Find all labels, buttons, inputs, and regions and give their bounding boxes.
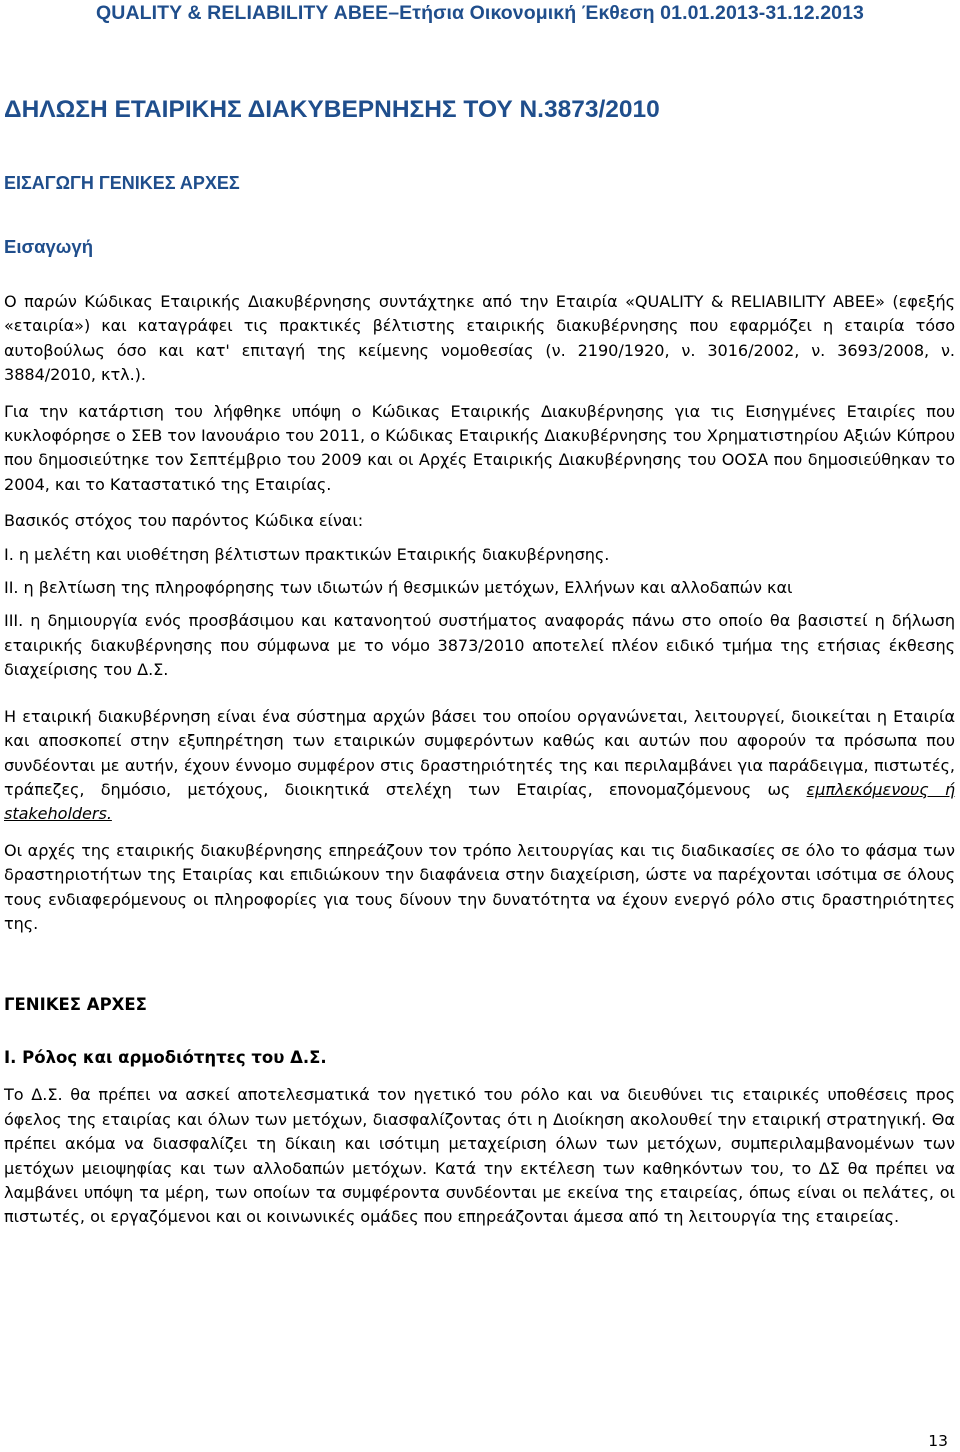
paragraph-definition-text: Η εταιρική διακυβέρνηση είναι ένα σύστημα αρχών βάσει του οποίου οργανώνεται, λειτουργεί, διοικείται η Εταιρία και αποσκοπεί στην εξυπηρέτηση των εταιρικών συμφερόντων καθώς και αυτών που αφορούν τα πρόσωπα που συνδέονται με αυτήν, έχουν έννομο συμφέρον στις δραστηριότητές της και περιλαμβάνει για παράδειγμα, πιστωτές, τράπεζες, δημόσιο, μετόχους, διοικητικά στελέχη των Εταιρίας, επονομαζόμενους ως [4, 706, 955, 799]
section-title: ΕΙΣΑΓΩΓΗ ΓΕΝΙΚΕΣ ΑΡΧΕΣ [4, 173, 240, 193]
paragraph-board-role: Το Δ.Σ. θα πρέπει να ασκεί αποτελεσματικά τον ηγετικό του ρόλο και να διευθύνει τις εταιρικές υποθέσεις προς όφελος της εταιρίας και όλων των μετόχων, διασφαλίζοντας ότι η Διοίκηση ακολουθεί την εταιρική στρατηγική. Θα πρέπει ακόμα να διασφαλίζει τη δίκαιη και ισότιμη μεταχείριση όλων των μετόχων, συμπεριλαμβανομένων των μετόχων μειοψηφίας και των αλλοδαπών μετόχων. Κατά την εκτέλεση των καθηκόντων του, το ΔΣ θα πρέπει να λαμβάνει υπόψη τα μέρη, των οποίων τα συμφέροντα συνδέονται με εκείνα της εταιρείας, όπως είναι οι πελάτες, οι πιστωτές, οι εργαζόμενοι και οι κοινωνικές ομάδες που επηρεάζονται άμεσα από τη λειτουργία της εταιρείας. [4, 1085, 955, 1227]
paragraph-intro: Ο παρών Κώδικας Εταιρικής Διακυβέρνησης συντάχτηκε από την Εταιρία «QUALITY & RELIABILITY ΑΒΕΕ» (εφεξής «εταιρία») και καταγράφει τις πρακτικές βέλτιστης εταιρικής διακυβέρνησης που εφαρμόζει η εταιρία τόσο αυτοβούλως όσο και κατ' επιταγή της κείμενης νομοθεσίας (ν. 2190/1920, ν. 3016/2002, ν. 3693/2008, ν. 3884/2010, κτλ.). [4, 292, 955, 385]
paragraph-goal: Βασικός στόχος του παρόντος Κώδικα είναι: [4, 511, 364, 531]
page-number: 13 [928, 1432, 948, 1450]
document-body [4, 92, 955, 1230]
main-title: ΔΗΛΩΣΗ ΕΤΑΙΡΙΚΗΣ ΔΙΑΚΥΒΕΡΝΗΣΗΣ ΤΟΥ Ν.3873/2010 [4, 96, 660, 123]
paragraph-sources: Για την κατάρτιση του λήφθηκε υπόψη ο Κώδικας Εταιρικής Διακυβέρνησης για τις Εισηγμένες Εταιρίες που κυκλοφόρησε ο ΣΕΒ τον Ιανουάριο του 2011, ο Κώδικας Εταιρικής Διακυβέρνησης του Χρηματιστηρίου Αξιών Κύπρου που δημοσιεύτηκε τον Σεπτέμβριο του 2009 και οι Αρχές Εταιρικής Διακυβέρνησης του ΟΟΣΑ που δημοσιεύθηκαν το 2004, και το Καταστατικό της Εταιρίας. [4, 401, 955, 494]
list-item-2: II. η βελτίωση της πληροφόρησης των ιδιωτών ή θεσμικών μετόχων, Ελλήνων και αλλοδαπών και [4, 578, 793, 598]
subsection-title: Εισαγωγή [4, 236, 94, 257]
paragraph-definition [4, 705, 955, 827]
role-heading: Ι. Ρόλος και αρμοδιότητες του Δ.Σ. [4, 1048, 327, 1068]
general-principles-heading: ΓΕΝΙΚΕΣ ΑΡΧΕΣ [4, 995, 147, 1015]
stakeholders-emphasis: εμπλεκόμενους ή stakeholders. [4, 779, 956, 824]
list-item-3: III. η δημιουργία ενός προσβάσιμου και κατανοητού συστήματος αναφοράς πάνω στο οποίο θα βασιστεί η δήλωση εταιρικής διακυβέρνησης που σύμφωνα με το νόμο 3873/2010 αποτελεί πλέον ειδικό τμήμα της ετήσιας έκθεσης διαχείρισης του Δ.Σ. [4, 611, 955, 680]
paragraph-principles: Οι αρχές της εταιρικής διακυβέρνησης επηρεάζουν τον τρόπο λειτουργίας και τις διαδικασίες σε όλο το φάσμα των δραστηριοτήτων της Εταιρίας και επιδιώκουν την διαφάνεια στην διαχείριση, ώστε να παρέχονται ισότιμα σε όλους τους ενδιαφερόμενους οι πληροφορίες για τους δίνουν την δυνατότητα να έχουν ενεργό ρόλο στις δραστηριότητες της. [4, 840, 955, 933]
report-header: QUALITY & RELIABILITY ΑΒΕΕ–Ετήσια Οικονομική Έκθεση 01.01.2013-31.12.2013 [96, 2, 864, 24]
list-item-1: I. η μελέτη και υιοθέτηση βέλτιστων πρακτικών Εταιρικής διακυβέρνησης. [4, 544, 610, 564]
